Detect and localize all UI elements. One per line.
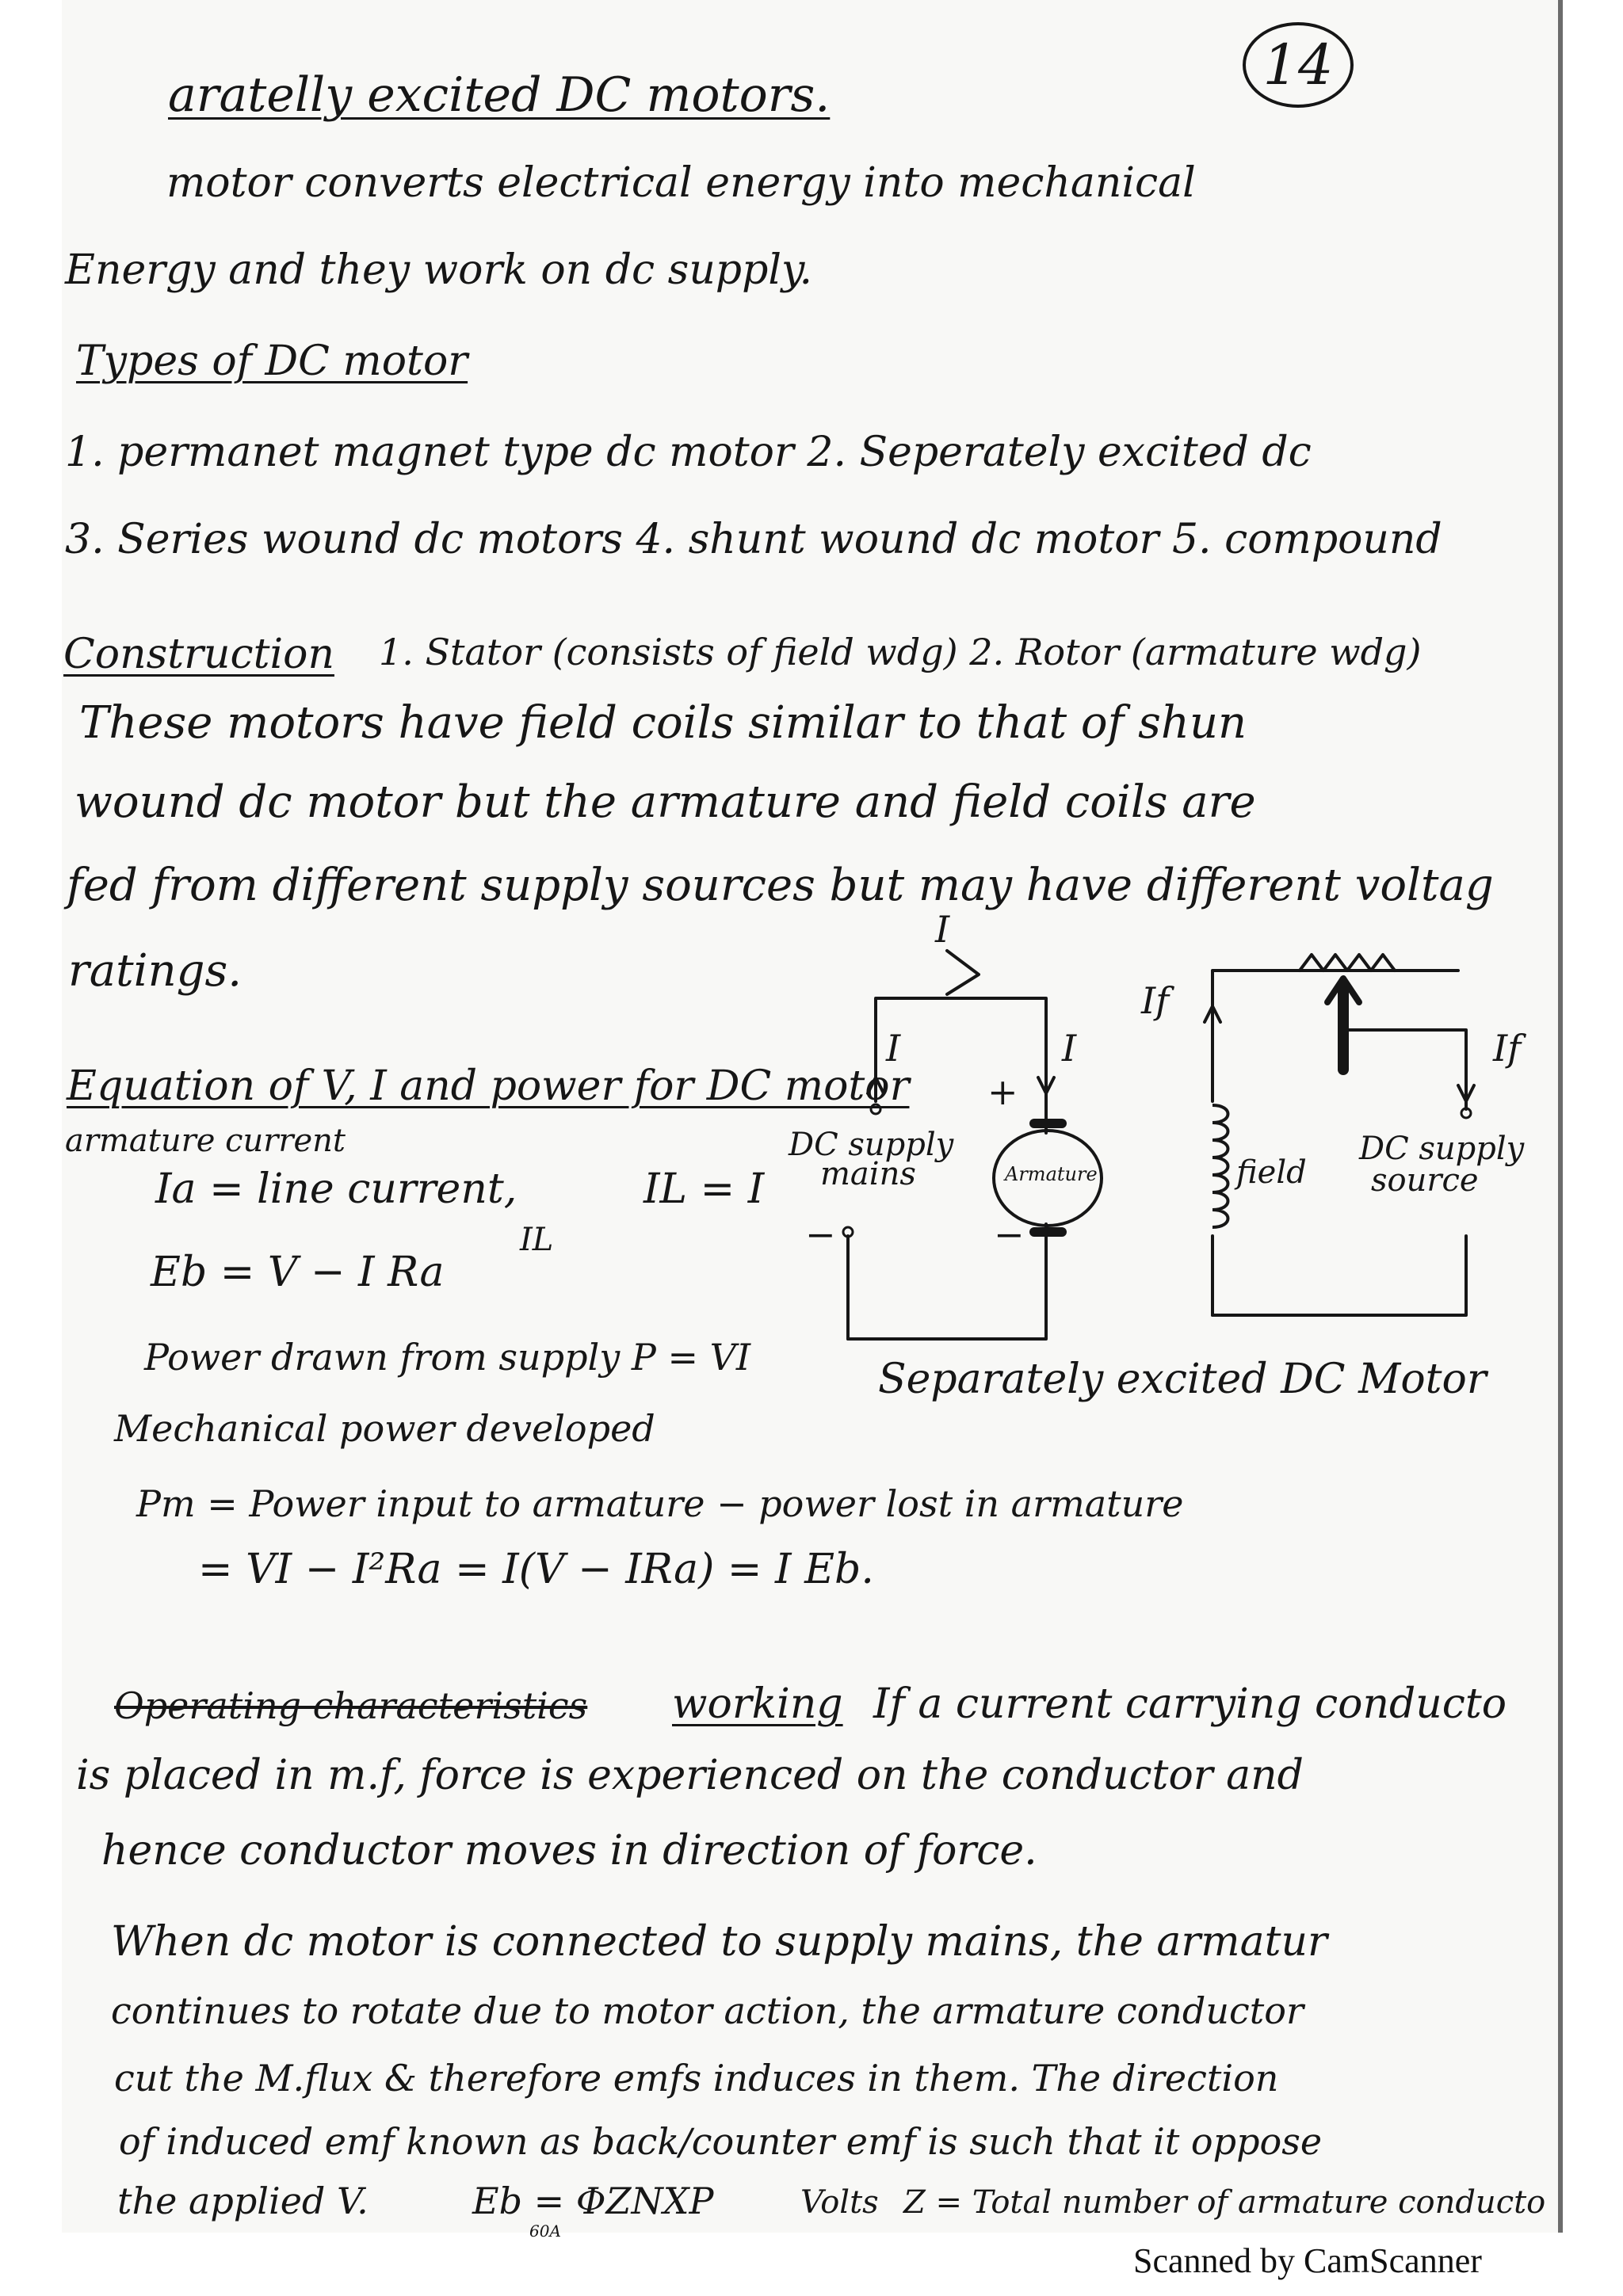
diagram-supply-right-2: source [1371,1162,1479,1199]
scanner-footer: Scanned by CamScanner [1133,2241,1482,2280]
diagram-supply-left-2: mains [820,1156,916,1192]
construction-line-2: wound dc motor but the armature and field coils are [74,776,1256,828]
working-eb-unit: Volts [800,2184,879,2221]
diagram-armature-label: Armature [1005,1163,1098,1185]
types-heading: Types of DC motor [76,338,468,385]
right-supply-wire [1343,1030,1466,1109]
eq-il: IL = I [643,1165,765,1213]
eq-mech-heading: Mechanical power developed [114,1407,655,1450]
diagram-if-left: If [1141,979,1170,1022]
working-line-5: cut the M.flux & therefore emfs induces in them. The direction [114,2057,1279,2100]
switch-symbol [947,951,979,994]
intro-line-1: motor converts electrical energy into mechanical [166,159,1196,207]
terminal-left-top [871,1104,880,1114]
construction-heading: Construction [63,631,334,678]
diagram-label-i-left: I [886,1027,901,1070]
diagram-supply-left: DC supply [789,1127,954,1163]
construction-parts: 1. Stator (consists of field wdg) 2. Rotor (armature wdg) [379,631,1422,673]
diagram-if-right: If [1493,1027,1522,1070]
equations-subheading: armature current [65,1123,346,1159]
eq-eb: Eb = V − I Ra [151,1249,445,1296]
construction-line-1: These motors have field coils similar to that of shun [79,697,1247,749]
working-z-definition: Z = Total number of armature conducto [903,2184,1546,2221]
construction-line-4: ratings. [68,945,242,997]
diagram-field-label: field [1236,1154,1307,1191]
diagram-label-i-top: I [935,908,950,951]
working-line-1: is placed in m.f, force is experienced on the conductor and [76,1752,1304,1799]
equations-heading: Equation of V, I and power for DC motor [67,1062,910,1110]
working-line-6: of induced emf known as back/counter emf is such that it oppose [119,2120,1323,2163]
eq-pm: Pm = Power input to armature − power lost in armature [136,1482,1184,1525]
diagram-label-i-right: I [1062,1027,1077,1070]
diagram-supply-right: DC supply [1359,1131,1525,1167]
eq-ia: Ia = line current, [155,1165,517,1213]
diagram-minus-right: − [994,1213,1025,1256]
intro-line-2: Energy and they work on dc supply. [65,246,813,294]
rheostat [1300,955,1395,971]
diagram-caption: Separately excited DC Motor [878,1356,1487,1403]
working-line-2: hence conductor moves in direction of force. [101,1827,1037,1875]
eq-il-note: IL [520,1222,554,1258]
working-heading: working [672,1680,843,1728]
working-line-4: continues to rotate due to motor action, the armature conductor [111,1989,1304,2032]
construction-line-3: fed from different supply sources but may have different voltag [67,860,1494,911]
working-line-0: If a current carrying conducto [873,1680,1507,1728]
types-line-1: 1. permanet magnet type dc motor 2. Seperately excited dc [65,429,1312,476]
right-supply-return [1212,1236,1466,1315]
working-line-3: When dc motor is connected to supply mains, the armatur [111,1918,1327,1966]
diagram-plus: + [987,1070,1018,1113]
working-line-7: the applied V. [117,2180,369,2222]
eq-pm-2: = VI − I²Ra = I(V − IRa) = I Eb. [198,1546,874,1593]
working-eb-denominator: 60A [529,2222,561,2241]
page-title: aratelly excited DC motors. [168,67,831,123]
field-coil [1212,1105,1228,1227]
page-number: 14 [1243,22,1354,108]
working-struck-heading: Operating characteristics [114,1684,588,1727]
left-supply-wire-top [876,998,1046,1133]
diagram-minus-left: − [805,1213,836,1256]
eq-power-drawn: Power drawn from supply P = VI [144,1336,750,1379]
types-line-2: 3. Series wound dc motors 4. shunt wound dc motor 5. compound [65,516,1442,563]
working-eb-formula: Eb = ΦZNXP [472,2180,714,2222]
